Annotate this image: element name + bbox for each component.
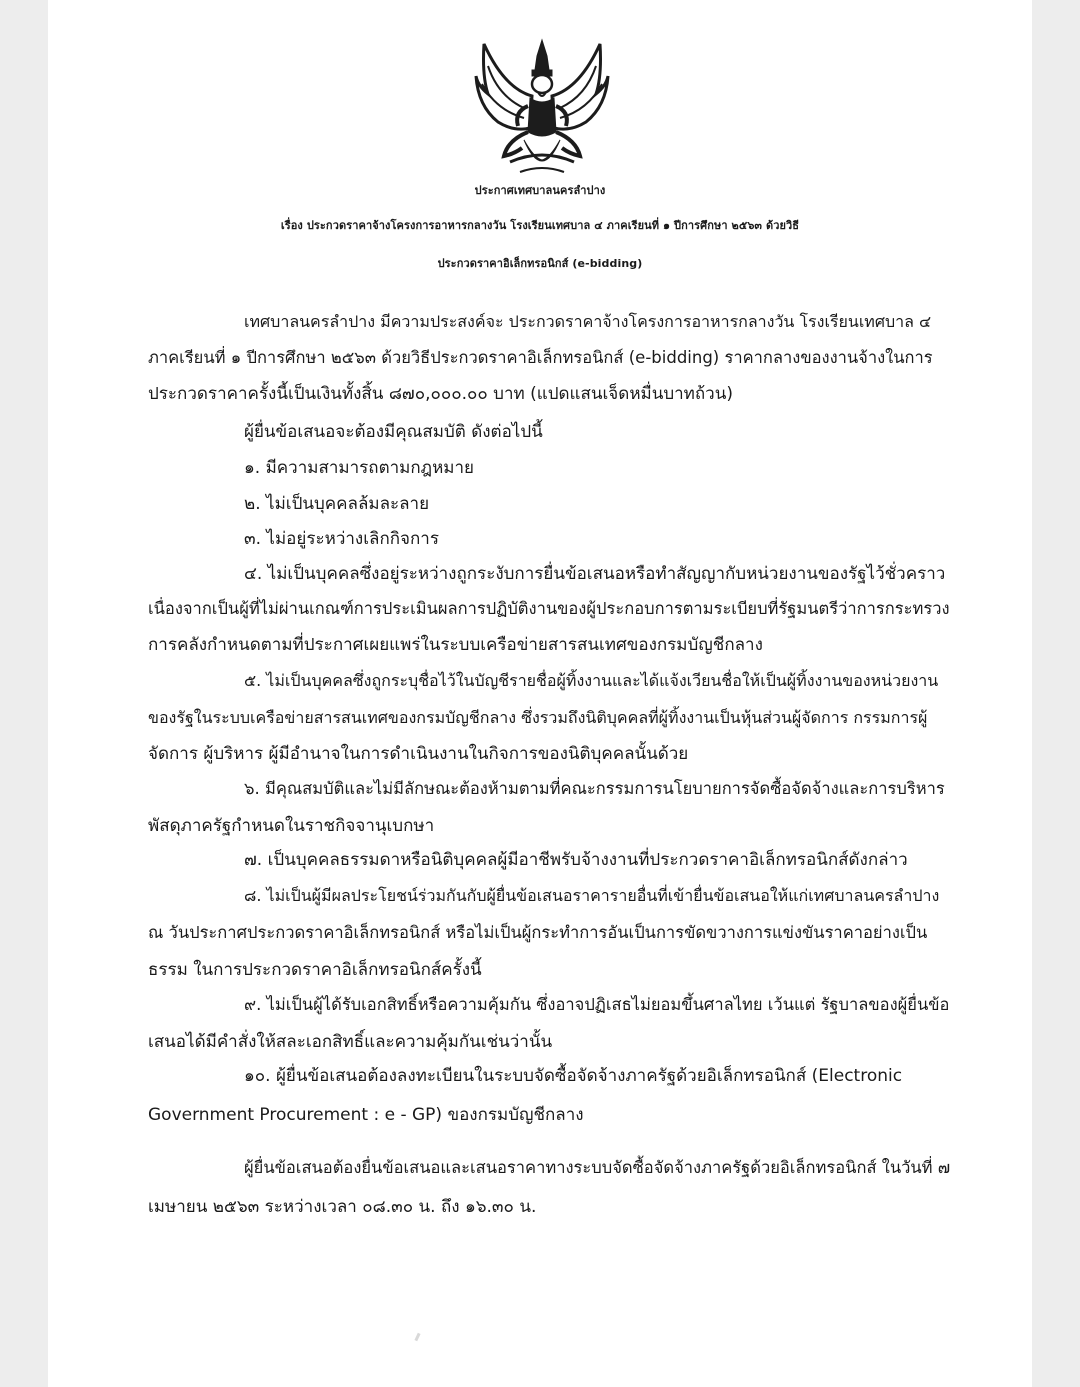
- body-line: ผู้ยื่นข้อเสนอจะต้องมีคุณสมบัติ ดังต่อไปนี้: [244, 422, 543, 442]
- list-item: ๗. เป็นบุคคลธรรมดาหรือนิติบุคคลผู้มีอาชีพรับจ้างงานที่ประกวดราคาอิเล็กทรอนิกส์ดังกล่าว: [244, 850, 908, 870]
- body-line: Government Procurement : e - GP) ของกรมบัญชีกลาง: [148, 1105, 584, 1125]
- body-line: เนื่องจากเป็นผู้ที่ไม่ผ่านเกณฑ์การประเมินผลการปฏิบัติงานของผู้ประกอบการตามระเบียบที่รัฐมนตรีว่าการกระทรวง: [148, 599, 950, 618]
- document-subject-line-1: เรื่อง ประกวดราคาจ้างโครงการอาหารกลางวัน โรงเรียนเทศบาล ๔ ภาคเรียนที่ ๑ ปีการศึกษา ๒๕๖๓ ด้วยวิธี: [280, 219, 800, 232]
- body-line: ประกวดราคาครั้งนี้เป็นเงินทั้งสิ้น ๘๗๐,๐๐๐.๐๐ บาท (แปดแสนเจ็ดหมื่นบาทถ้วน): [148, 384, 733, 404]
- list-item: ๘. ไม่เป็นผู้มีผลประโยชน์ร่วมกันกับผู้ยื่นข้อเสนอราคารายอื่นที่เข้ายื่นข้อเสนอให้แก่เทศบาลนครลำปาง: [244, 886, 940, 905]
- body-line: จัดการ ผู้บริหาร ผู้มีอำนาจในการดำเนินงานในกิจการของนิติบุคคลนั้นด้วย: [148, 744, 689, 764]
- list-item: ๕. ไม่เป็นบุคคลซึ่งถูกระบุชื่อไว้ในบัญชีรายชื่อผู้ทิ้งงานและได้แจ้งเวียนชื่อให้เป็นผู้ทิ้งงานของหน่วยงาน: [244, 671, 939, 690]
- list-item: ๔. ไม่เป็นบุคคลซึ่งอยู่ระหว่างถูกระงับการยื่นข้อเสนอหรือทำสัญญากับหน่วยงานของรัฐไว้ชั่วคราว: [244, 564, 946, 584]
- body-line: ของรัฐในระบบเครือข่ายสารสนเทศของกรมบัญชีกลาง ซึ่งรวมถึงนิติบุคคลที่ผู้ทิ้งงานเป็นหุ้นส่วนผู้จัดการ กรรมการผู้: [148, 708, 928, 727]
- body-line: เมษายน ๒๕๖๓ ระหว่างเวลา ๐๘.๓๐ น. ถึง ๑๖.๓๐ น.: [148, 1197, 537, 1217]
- body-line: เสนอได้มีคำสั่งให้สละเอกสิทธิ์และความคุ้มกันเช่นว่านั้น: [148, 1032, 553, 1052]
- list-item: ๑๐. ผู้ยื่นข้อเสนอต้องลงทะเบียนในระบบจัดซื้อจัดจ้างภาครัฐด้วยอิเล็กทรอนิกส์ (Electronic: [244, 1066, 903, 1086]
- body-line: ณ วันประกาศประกวดราคาอิเล็กทรอนิกส์ หรือไม่เป็นผู้กระทำการอันเป็นการขัดขวางการแข่งขันราคาอย่างเป็น: [148, 923, 928, 942]
- body-line: พัสดุภาครัฐกำหนดในราชกิจจานุเบกษา: [148, 816, 435, 836]
- list-item: ๑. มีความสามารถตามกฎหมาย: [244, 458, 474, 478]
- list-item: ๖. มีคุณสมบัติและไม่มีลักษณะต้องห้ามตามที่คณะกรรมการนโยบายการจัดซื้อจัดจ้างและการบริหาร: [244, 779, 945, 798]
- body-line: ภาคเรียนที่ ๑ ปีการศึกษา ๒๕๖๓ ด้วยวิธีประกวดราคาอิเล็กทรอนิกส์ (e-bidding) ราคากลางของงานจ้างในการ: [148, 348, 933, 367]
- body-line: ผู้ยื่นข้อเสนอต้องยื่นข้อเสนอและเสนอราคาทางระบบจัดซื้อจัดจ้างภาครัฐด้วยอิเล็กทรอนิกส์ ในวันที่ ๗: [244, 1158, 951, 1177]
- garuda-emblem-icon: [474, 36, 610, 182]
- document-title: ประกาศเทศบาลนครลำปาง: [474, 184, 606, 197]
- body-line: ธรรม ในการประกวดราคาอิเล็กทรอนิกส์ครั้งนี้: [148, 960, 482, 980]
- document-subject-line-2: ประกวดราคาอิเล็กทรอนิกส์ (e-bidding): [437, 257, 643, 270]
- list-item: ๓. ไม่อยู่ระหว่างเลิกกิจการ: [244, 529, 439, 549]
- list-item: ๙. ไม่เป็นผู้ได้รับเอกสิทธิ์หรือความคุ้มกัน ซึ่งอาจปฏิเสธไม่ยอมขึ้นศาลไทย เว้นแต่ รัฐบาลของผู้ยื่นข้อ: [244, 995, 950, 1014]
- body-line: เทศบาลนครลำปาง มีความประสงค์จะ ประกวดราคาจ้างโครงการอาหารกลางวัน โรงเรียนเทศบาล ๔: [244, 312, 932, 331]
- list-item: ๒. ไม่เป็นบุคคลล้มละลาย: [244, 494, 430, 514]
- body-line: การคลังกำหนดตามที่ประกาศเผยแพร่ในระบบเครือข่ายสารสนเทศของกรมบัญชีกลาง: [148, 635, 763, 655]
